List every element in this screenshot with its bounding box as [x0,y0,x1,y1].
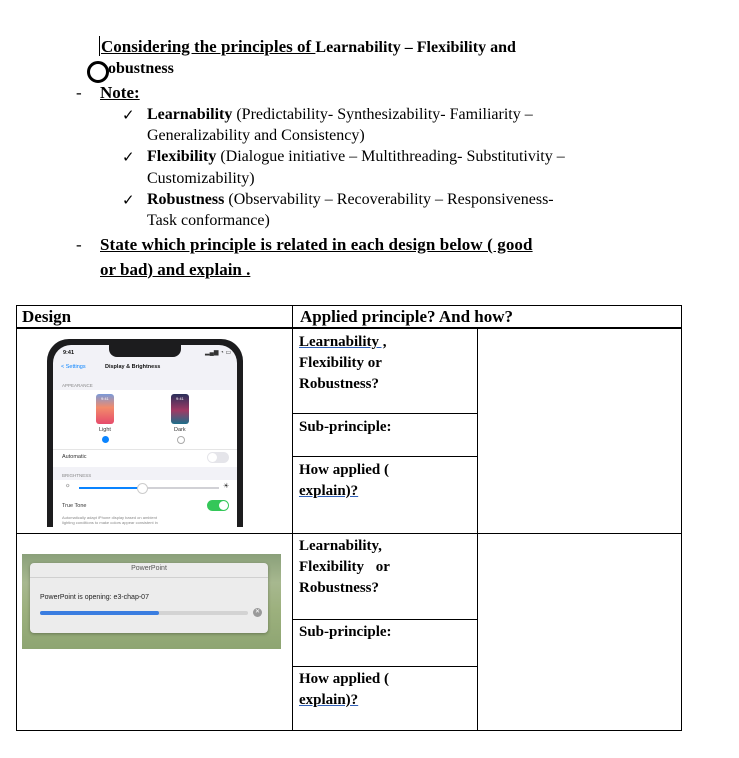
row1-subprinciple-question: Sub-principle: [299,419,392,435]
row2-subprinciple-question: Sub-principle: [299,624,392,640]
check-icon: ✓ [122,150,135,166]
powerpoint-opening-message: PowerPoint is opening: e3-chap-07 [40,594,149,601]
note-item-robustness: Robustness (Observability – Recoverability – Responsiveness- [147,191,554,208]
phone-screen [53,345,237,527]
header-line-1 [101,37,516,57]
sun-small-icon: ☼ [65,483,71,489]
note-label: Note: [100,83,140,102]
dark-mode-preview: 9:41 [171,394,189,424]
note-item-learnability-cont: Generalizability and Consistency) [147,127,365,144]
check-icon: ✓ [122,108,135,124]
true-tone-desc-1: Automatically adapt iPhone display based on ambient [62,515,157,520]
light-label: Light [99,427,111,433]
table-border [16,730,682,731]
table-border [292,305,293,731]
circle-marker-icon [87,61,109,83]
powerpoint-screenshot [22,554,281,649]
row1-principle-question: Learnability , Flexibility or Robustness? [299,334,387,392]
check-icon: ✓ [122,193,135,209]
table-border [292,456,477,457]
brightness-slider-fill [79,487,142,489]
dark-label: Dark [174,427,186,433]
note-item-learnability: Learnability (Predictability- Synthesizability- Familiarity – [147,106,533,123]
phone-time: 9:41 [63,350,75,356]
table-border [681,305,682,731]
table-border [16,533,682,534]
sun-large-icon: ☀ [223,483,230,490]
true-tone-label: True Tone [62,503,87,509]
row1-how-question: How applied ( explain)? [299,462,390,499]
table-border [16,327,682,329]
table-border [477,328,478,731]
powerpoint-progress-fill [40,611,159,615]
light-selected-radio [102,436,109,443]
instruction-line-2: or bad) and explain . [100,260,251,279]
header-rest-text: Learnability – Flexibility and [315,39,516,56]
signal-battery-icon: ▂▄▆ ◔ ▭ [205,350,232,356]
row2-how-question: How applied ( explain)? [299,671,390,708]
table-header-principle: Applied principle? And how? [300,307,514,326]
brightness-slider-track [79,487,219,489]
table-border [292,619,477,620]
automatic-label: Automatic [62,454,87,460]
brightness-label: BRIGHTNESS [62,473,92,478]
appearance-label: APPEARANCE [62,383,93,388]
table-border [16,305,17,731]
phone-notch [109,345,181,357]
light-mode-preview: 9:41 [96,394,114,424]
true-tone-desc-2: lighting conditions to make colors appear consistent in [62,520,158,525]
header-underlined-text: Considering the principles of [101,37,316,56]
phone-screenshot [47,339,243,527]
table-header-design: Design [22,307,72,326]
powerpoint-progress-track [40,611,248,615]
note-item-robustness-cont: Task conformance) [147,212,270,229]
automatic-toggle [207,452,229,463]
dash-bullet: - [76,83,82,102]
stop-icon: ✕ [254,609,261,615]
phone-page-title: Display & Brightness [105,364,161,370]
back-settings-link: < Settings [61,364,86,370]
true-tone-toggle [207,500,229,511]
text-cursor [99,36,100,56]
brightness-slider-knob [137,483,148,494]
powerpoint-dialog-title: PowerPoint [30,565,268,578]
header-line-2: obustness [108,60,174,77]
table-border [292,413,477,414]
row2-principle-question: Learnability, Flexibility or Robustness? [299,538,390,596]
instruction-line-1: State which principle is related in each design below ( good [100,235,533,254]
dash-bullet: - [76,235,82,254]
note-item-flexibility-cont: Customizability) [147,170,255,187]
table-border [16,305,682,306]
appearance-panel [53,390,237,455]
dark-radio [177,436,185,444]
table-border [292,666,477,667]
note-item-flexibility: Flexibility (Dialogue initiative – Multithreading- Substitutivity – [147,148,565,165]
powerpoint-dialog [30,563,268,633]
